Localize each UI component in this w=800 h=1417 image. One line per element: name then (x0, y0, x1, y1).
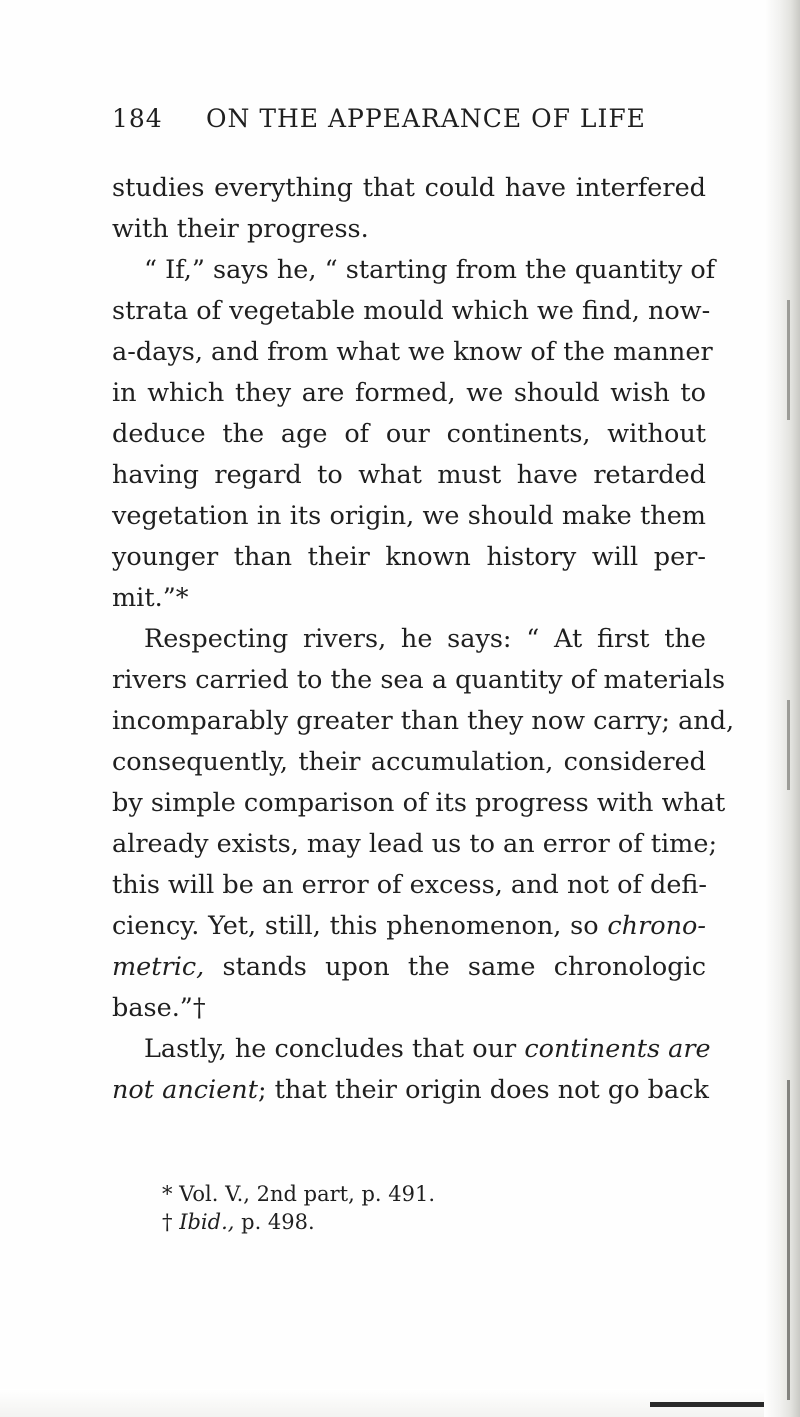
binding-gutter (764, 0, 800, 1417)
text-segment: ; that their origin does not go back (257, 1075, 709, 1105)
page-number: 184 (112, 104, 163, 133)
text-line: by simple comparison of its progress with what (112, 788, 726, 818)
page-header (112, 104, 712, 144)
text-segment: stands upon the same chronologic (222, 952, 706, 982)
text-line (112, 906, 706, 947)
text-line: younger than their known history will per- (112, 542, 706, 572)
italic-text: continents are (524, 1034, 711, 1064)
text-line: strata of vegetable mould which we find, now- (112, 296, 711, 326)
text-line: having regard to what must have retarded (112, 460, 706, 490)
text-segment: ciency. Yet, still, this phenomenon, so (112, 911, 599, 941)
body-text (112, 168, 735, 1111)
running-head: ON THE APPEARANCE OF LIFE (206, 104, 646, 133)
text-line: rivers carried to the sea a quantity of materials (112, 665, 726, 695)
dagger-mark: † (162, 1210, 173, 1234)
text-line: “ If,” says he, “ starting from the quantity of (144, 255, 716, 285)
text-line: vegetation in its origin, we should make them (112, 501, 706, 531)
text-line: a-days, and from what we know of the manner (112, 337, 713, 367)
text-line (112, 1070, 709, 1111)
text-line: deduce the age of our continents, without (112, 419, 706, 449)
italic-text: Ibid., (179, 1210, 235, 1234)
text-line: with their progress. (112, 214, 369, 244)
text-line: Respecting rivers, he says: “ At first the (144, 624, 706, 654)
footnote-2 (162, 1208, 662, 1236)
italic-text: chrono- (607, 911, 706, 941)
gutter-shadow (787, 1080, 790, 1400)
gutter-shadow (787, 300, 790, 420)
text-line: studies everything that could have interfered (112, 173, 706, 203)
text-segment: Lastly, he concludes that our (144, 1034, 517, 1064)
text-line: consequently, their accumulation, considered (112, 747, 706, 777)
text-line: in which they are formed, we should wish to (112, 378, 706, 408)
text-line: base.”† (112, 993, 206, 1023)
italic-text: not ancient (112, 1075, 258, 1105)
italic-text: metric, (112, 952, 205, 982)
footnotes (162, 1180, 662, 1236)
gutter-shadow (787, 700, 790, 790)
text-line: already exists, may lead us to an error of time; (112, 829, 718, 859)
footnote-1: * Vol. V., 2nd part, p. 491. (162, 1182, 435, 1206)
text-line: incomparably greater than they now carry; and, (112, 706, 735, 736)
text-line (112, 1029, 711, 1070)
text-line: this will be an error of excess, and not of defi- (112, 870, 708, 900)
text-segment: p. 498. (241, 1210, 315, 1234)
text-line: mit.”* (112, 583, 189, 613)
text-line (112, 947, 706, 988)
